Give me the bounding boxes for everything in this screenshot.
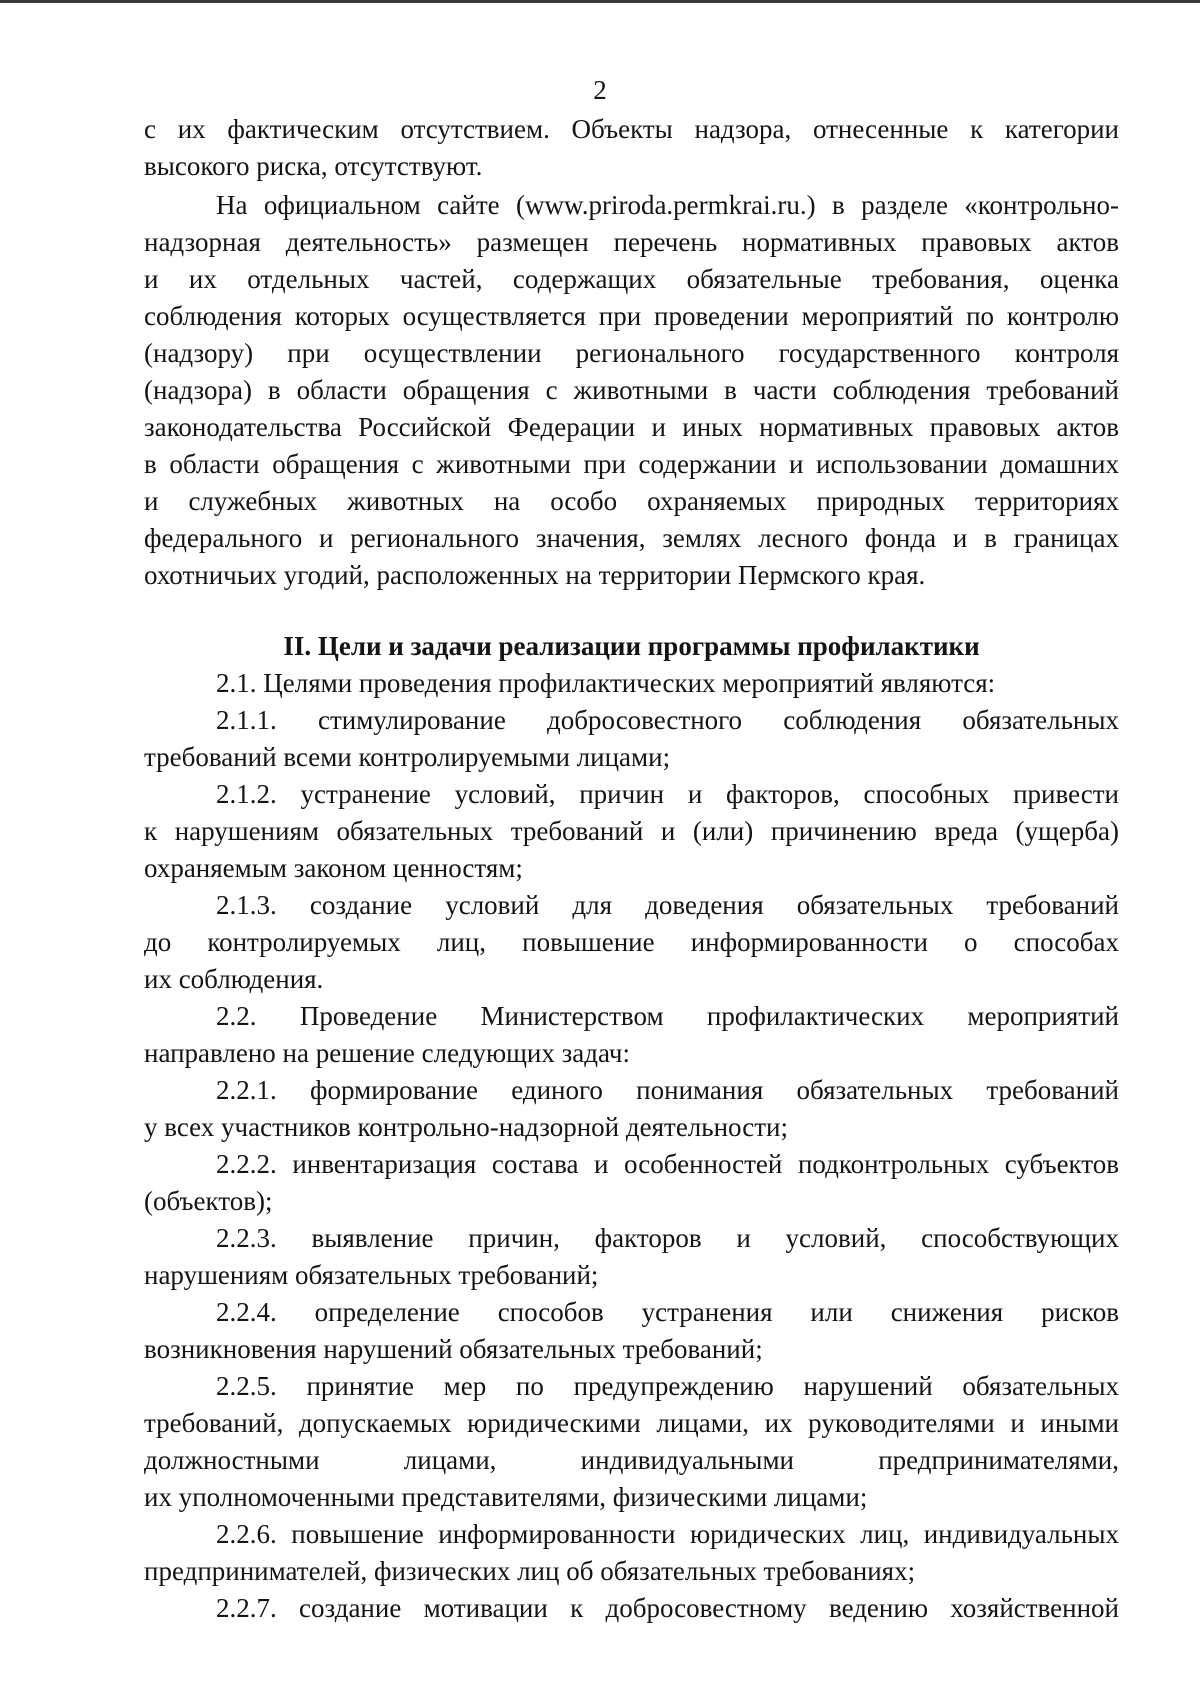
- clause-first-line: 2.1.2. устранение условий, причин и факторов, способных привести: [216, 779, 1119, 809]
- clause-first-line: 2.2.4. определение способов устранения или снижения рисков: [216, 1297, 1119, 1327]
- clause-first-line: 2.2.7. создание мотивации к добросовестному ведению хозяйственной: [216, 1593, 1119, 1623]
- section-items: [144, 665, 1119, 1627]
- text-line: и их отдельных частей, содержащих обязательные требования, оценка: [144, 264, 1119, 294]
- text-line: На официальном сайте (www.priroda.permkrai.ru.) в разделе «контрольно-: [216, 190, 1119, 220]
- section-heading: II. Цели и задачи реализации программы профилактики: [283, 631, 980, 661]
- text-line: их соблюдения.: [144, 964, 324, 994]
- clause-item: [144, 776, 1119, 887]
- paragraph-risk-category: [144, 111, 1119, 185]
- clause-item: [144, 887, 1119, 998]
- clause-item: [144, 1220, 1119, 1294]
- text-line: (надзору) при осуществлении регионального государственного контроля: [144, 338, 1119, 368]
- document-body: [144, 111, 1119, 1627]
- text-line: требований, допускаемых юридическими лицами, их руководителями и иными: [144, 1408, 1119, 1438]
- clause-first-line: 2.1. Целями проведения профилактических мероприятий являются:: [216, 668, 996, 698]
- clause-item: [144, 1294, 1119, 1368]
- text-line: федерального и регионального значения, землях лесного фонда и в границах: [144, 523, 1119, 553]
- text-line: требований всеми контролируемыми лицами;: [144, 742, 671, 772]
- text-line: (надзора) в области обращения с животными в части соблюдения требований: [144, 375, 1119, 405]
- text-line: высокого риска, отсутствуют.: [144, 151, 483, 181]
- text-line: нарушениям обязательных требований;: [144, 1260, 599, 1290]
- text-line: законодательства Российской Федерации и иных нормативных правовых актов: [144, 412, 1119, 442]
- text-line: предпринимателей, физических лиц об обязательных требованиях;: [144, 1556, 916, 1586]
- clause-first-line: 2.2.3. выявление причин, факторов и условий, способствующих: [216, 1223, 1119, 1253]
- clause-item: [144, 1072, 1119, 1146]
- clause-first-line: 2.1.1. стимулирование добросовестного соблюдения обязательных: [216, 705, 1119, 735]
- text-line: возникновения нарушений обязательных требований;: [144, 1334, 763, 1364]
- text-line: охраняемым законом ценностям;: [144, 853, 523, 883]
- clause-item: [144, 665, 1119, 702]
- clause-item: [144, 1146, 1119, 1220]
- paragraph-official-site: [144, 187, 1119, 594]
- clause-item: [144, 1516, 1119, 1590]
- text-line: и служебных животных на особо охраняемых природных территориях: [144, 486, 1119, 516]
- text-line: к нарушениям обязательных требований и (или) причинению вреда (ущерба): [144, 816, 1119, 846]
- clause-item: [144, 998, 1119, 1072]
- clause-first-line: 2.1.3. создание условий для доведения обязательных требований: [216, 890, 1119, 920]
- text-line: направлено на решение следующих задач:: [144, 1038, 630, 1068]
- text-line: в области обращения с животными при содержании и использовании домашних: [144, 449, 1119, 479]
- clause-first-line: 2.2. Проведение Министерством профилактических мероприятий: [216, 1001, 1119, 1031]
- scan-top-border: [0, 0, 1200, 3]
- text-line: охотничьих угодий, расположенных на территории Пермского края.: [144, 560, 926, 590]
- clause-item: [144, 1590, 1119, 1627]
- clause-first-line: 2.2.5. принятие мер по предупреждению нарушений обязательных: [216, 1371, 1119, 1401]
- page-number: 2: [593, 75, 607, 105]
- text-line: с их фактическим отсутствием. Объекты надзора, отнесенные к категории: [144, 114, 1119, 144]
- text-line: соблюдения которых осуществляется при проведении мероприятий по контролю: [144, 301, 1119, 331]
- clause-first-line: 2.2.1. формирование единого понимания обязательных требований: [216, 1075, 1119, 1105]
- clause-item: [144, 1368, 1119, 1516]
- text-line: (объектов);: [144, 1186, 273, 1216]
- text-line: до контролируемых лиц, повышение информированности о способах: [144, 927, 1119, 957]
- clause-first-line: 2.2.6. повышение информированности юридических лиц, индивидуальных: [216, 1519, 1119, 1549]
- text-line: их уполномоченными представителями, физическими лицами;: [144, 1482, 868, 1512]
- text-line: должностными лицами, индивидуальными предпринимателями,: [144, 1445, 1119, 1475]
- text-line: у всех участников контрольно-надзорной деятельности;: [144, 1112, 788, 1142]
- clause-first-line: 2.2.2. инвентаризация состава и особенностей подконтрольных субъектов: [216, 1149, 1119, 1179]
- clause-item: [144, 702, 1119, 776]
- text-line: надзорная деятельность» размещен перечень нормативных правовых актов: [144, 227, 1119, 257]
